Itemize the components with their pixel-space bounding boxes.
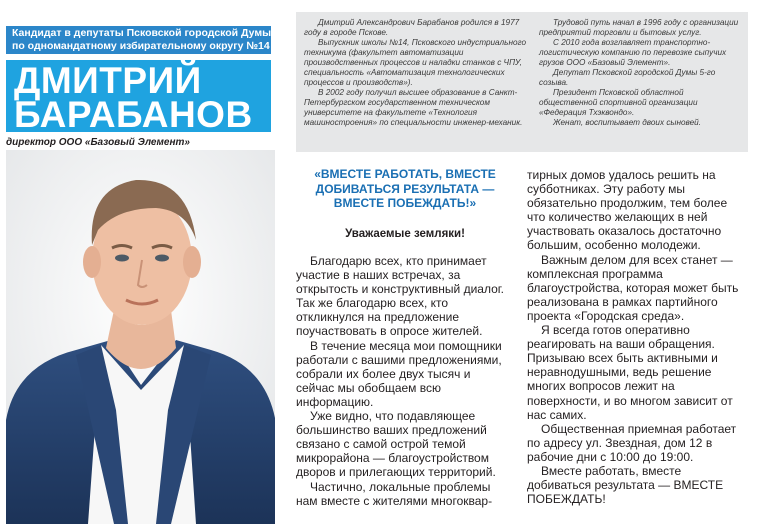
article-quote: «ВМЕСТЕ РАБОТАТЬ, ВМЕСТЕ ДОБИВАТЬСЯ РЕЗУЛЬТАТА — ВМЕСТЕ ПОБЕЖДАТЬ!»: [314, 167, 496, 210]
portrait-icon: [6, 150, 275, 524]
candidate-line-1: Кандидат в депутаты Псковской городской Думы: [12, 27, 272, 39]
article-paragraph: Важным делом для всех станет — комплексная программа благоустройства, которая может быть реализована в рамках партийного проекта «Городская среда».: [527, 252, 739, 323]
article-paragraph: Вместе работать, вместе добиваться результата — ВМЕСТЕ ПОБЕЖДАТЬ!: [527, 463, 724, 507]
bio-box: [296, 12, 748, 152]
bio-paragraph: Президент Псковской областной общественной спортивной организации «Федерация Тхэквондо».: [539, 88, 698, 117]
article-paragraph-continued: тирных домов удалось решить на субботниках. Эту работу мы обязательно продолжим, тем более что количество желающих в ней участвовать оказалось достаточно большим, особенно молодежи.: [527, 168, 728, 253]
last-name: БАРАБАНОВ: [14, 94, 253, 135]
bio-column-1: [304, 18, 526, 128]
article-paragraph: В течение месяца мои помощники работали с вашими предложениями, собрали их более двух тысяч и сейчас мы обобщаем всю информацию.: [296, 338, 502, 409]
article-paragraph: Частично, локальные проблемы нам вместе с жителями многоквар-: [296, 479, 493, 508]
bio-paragraph: Женат, воспитывает двоих сыновей.: [553, 118, 701, 127]
article-paragraph: Уже видно, что подавляющее большинство ваших предложений связано с самой острой темой микрорайона — благоустройством дворов и прилегающих территорий.: [296, 409, 496, 480]
first-name: ДМИТРИЙ: [14, 60, 202, 101]
bio-paragraph: Выпускник школы №14, Псковского индустриального техникума (факультет автоматизации производственных процессов и наладки станков с ЧПУ, специальность «Автоматизация технологических процессов и производств»).: [304, 38, 527, 87]
article-column-2: [527, 168, 741, 506]
article-column-1: [296, 254, 511, 508]
article-paragraph: Благодарю всех, кто принимает участие в наших встречах, за открытость и конструктивный диалог. Так же благодарю всех, кто откликнулся на предложение поучаствовать в опросе жителей.: [296, 254, 505, 339]
candidate-line-2: по одномандатному избирательному округу №14: [12, 40, 270, 52]
bio-column-2: [539, 18, 739, 128]
position-title: директор ООО «Базовый Элемент»: [6, 137, 190, 148]
bio-paragraph: Трудовой путь начал в 1996 году с организации предприятий торговли и бытовых услуг.: [539, 18, 739, 37]
bio-paragraph: Депутат Псковской городской Думы 5-го созыва.: [539, 68, 716, 87]
article-paragraph: Я всегда готов оперативно реагировать на ваши обращения. Призываю всех быть активными и неравнодушными, ведь решение многих вопросов лежит на поверхности, и во многом зависит от нас самих.: [527, 323, 733, 422]
bio-paragraph: Дмитрий Александрович Барабанов родился в 1977 году в городе Пскове.: [304, 18, 520, 37]
article-paragraph: Общественная приемная работает по адресу ул. Звездная, дом 12 в рабочие дни с 10:00 до 19:00.: [527, 421, 737, 464]
bio-paragraph: С 2010 года возглавляет транспортно-логистическую компанию по перевозке сыпучих грузов ООО «Базовый Элемент».: [539, 38, 727, 67]
candidate-banner: [6, 26, 271, 54]
article-greeting: Уважаемые земляки!: [345, 228, 465, 240]
candidate-portrait: [6, 150, 275, 524]
bio-paragraph: В 2002 году получил высшее образование в Санкт-Петербургском государственном техническом университете на факультете «Технология машиностроения» по специальности инженер-механик.: [304, 88, 523, 127]
